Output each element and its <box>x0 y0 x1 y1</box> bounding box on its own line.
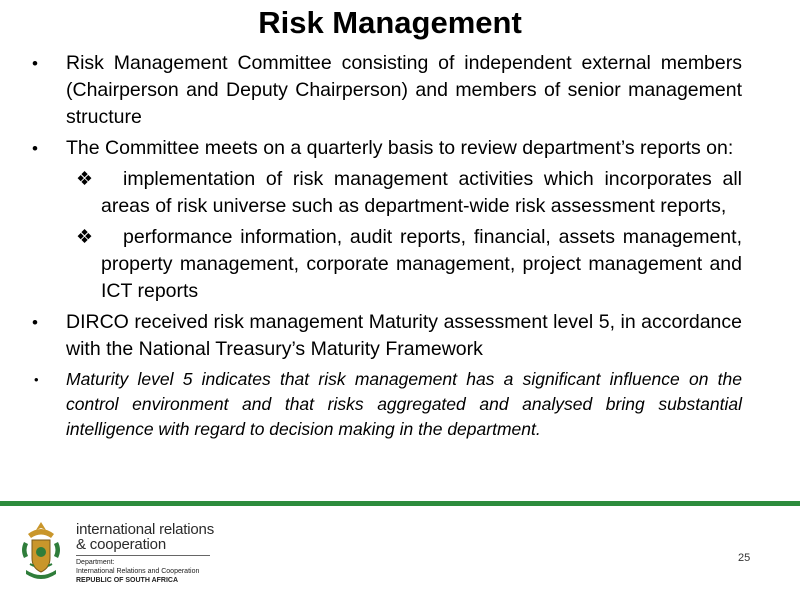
bullet-maturity <box>30 309 742 363</box>
brand-separator <box>76 555 210 556</box>
brand-name-line2: & cooperation <box>76 536 166 553</box>
brand-name-line1: international relations <box>76 521 214 538</box>
department-logo <box>76 522 216 585</box>
sub-bullet-text: performance information, audit reports, financial, assets management, property management, corporate management, project management and ICT reports <box>101 226 742 302</box>
bullet-quarterly <box>30 135 742 162</box>
slide-title: Risk Management <box>258 5 522 40</box>
diamond-bullet-icon: ❖ <box>76 169 94 190</box>
department-label: Department: <box>76 559 115 566</box>
bullet-dot-icon: • <box>32 54 38 73</box>
footer <box>0 506 800 600</box>
bullet-dot-icon: • <box>32 313 38 332</box>
bullet-text: DIRCO received risk management Maturity assessment level 5, in accordance with the National Treasury’s Maturity Framework <box>66 311 742 360</box>
coat-of-arms-icon <box>18 520 64 586</box>
department-name: International Relations and Cooperation <box>76 568 200 575</box>
sub-bullet-performance <box>30 224 742 305</box>
bullet-dot-icon: • <box>32 139 38 158</box>
bullet-text: Risk Management Committee consisting of independent external members (Chairperson and Deputy Chairperson) and members of senior management structure <box>66 52 742 128</box>
sub-bullet-implementation <box>30 166 742 220</box>
page-number: 25 <box>738 552 751 564</box>
bullet-text: The Committee meets on a quarterly basis to review department’s reports on: <box>66 137 734 159</box>
sub-bullet-text: implementation of risk management activities which incorporates all areas of risk universe such as department-wide risk assessment reports, <box>101 168 742 217</box>
country-name: REPUBLIC OF SOUTH AFRICA <box>76 577 179 584</box>
bullet-dot-icon: • <box>34 372 39 387</box>
bullet-committee <box>30 50 742 131</box>
bullet-maturity-level <box>30 367 742 442</box>
bullet-text: Maturity level 5 indicates that risk management has a significant influence on the control environment and that risks aggregated and analysed bring substantial intelligence with regard to decision making in the department. <box>66 369 742 439</box>
diamond-bullet-icon: ❖ <box>76 227 94 248</box>
slide-body <box>30 50 742 442</box>
